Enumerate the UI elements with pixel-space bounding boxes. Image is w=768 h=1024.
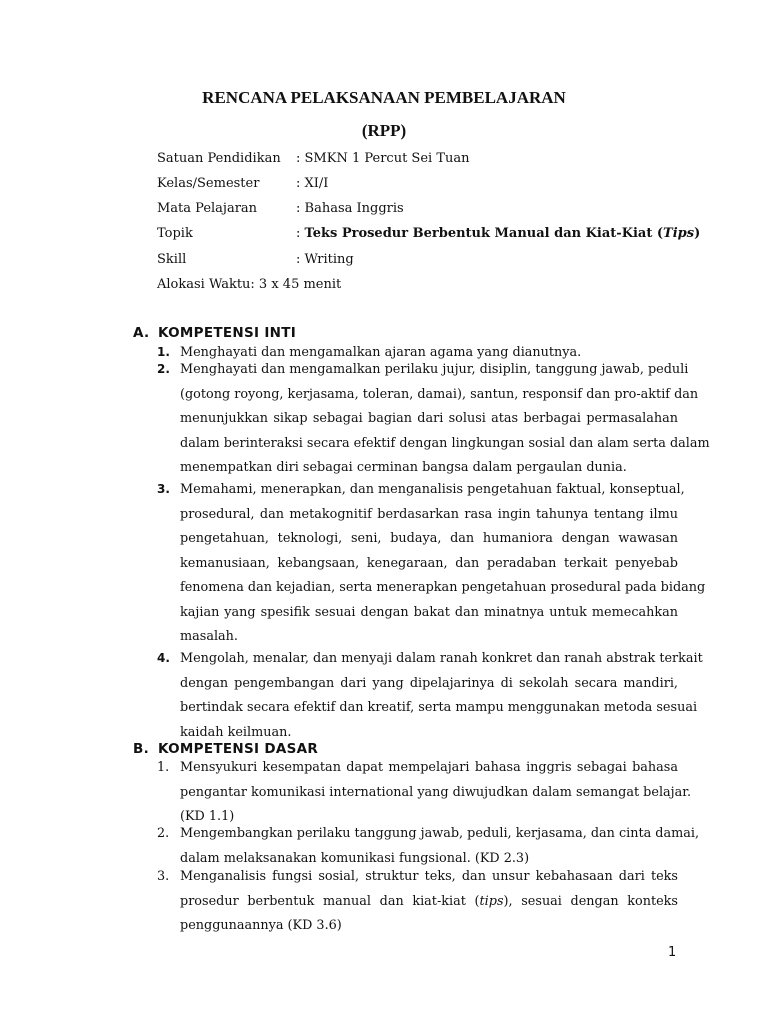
text-line: [180, 894, 678, 919]
text-line: kajian yang spesifik sesuai dengan bakat dan minatnya untuk memecahkan: [180, 604, 678, 620]
text-segment: ), sesuai dengan konteks: [503, 893, 678, 909]
text-line: Menghayati dan mengamalkan perilaku jujur, disiplin, tanggung jawab, peduli: [180, 362, 689, 377]
list-text: [180, 826, 700, 875]
document-subtitle: (RPP): [361, 121, 407, 140]
section-heading-kompetensi-dasar: [133, 741, 318, 757]
list-text: [180, 760, 692, 834]
text-line: Mengolah, menalar, dan menyaji dalam ranah konkret dan ranah abstrak terkait: [180, 651, 703, 666]
text-line: Mengembangkan perilaku tanggung jawab, peduli, kerjasama, dan cinta damai,: [180, 826, 700, 841]
section-letter: B.: [133, 741, 150, 757]
section-heading-kompetensi-inti: [133, 325, 296, 341]
text-line: (KD 1.1): [180, 809, 235, 824]
list-text: [180, 345, 678, 362]
list-number: 1.: [157, 345, 170, 359]
topik-italic: Tips: [663, 226, 695, 241]
text-line: dalam melaksanakan komunikasi fungsional. (KD 2.3): [180, 850, 530, 866]
list-number: 2.: [157, 826, 170, 841]
text-line: dengan pengembangan dari yang dipelajarinya di sekolah secara mandiri,: [180, 675, 678, 691]
section-title: KOMPETENSI DASAR: [158, 741, 319, 757]
text-line: prosedural, dan metakognitif berdasarkan rasa ingin tahunya tentang ilmu: [180, 506, 678, 522]
text-line: bertindak secara efektif dan kreatif, serta mampu menggunakan metoda sesuai: [180, 700, 698, 715]
text-line: Menghayati dan mengamalkan ajaran agama yang dianutnya.: [180, 345, 582, 360]
list-text: [180, 362, 710, 485]
info-value: : Bahasa Inggris: [296, 201, 404, 216]
text-line: (gotong royong, kerjasama, toleran, damai), santun, responsif dan pro-aktif dan: [180, 386, 699, 402]
text-line: menempatkan diri sebagai cerminan bangsa dalam pergaulan dunia.: [180, 460, 627, 475]
text-line: Menganalisis fungsi sosial, struktur teks, dan unsur kebahasaan dari teks: [180, 869, 678, 884]
list-number: 3.: [157, 482, 170, 496]
list-number: 3.: [157, 869, 170, 884]
text-line: pengantar komunikasi international yang diwujudkan dalam semangat belajar.: [180, 784, 692, 800]
text-line: fenomena dan kejadian, serta menerapkan pengetahuan prosedural pada bidang: [180, 580, 706, 595]
topik-prefix: :: [296, 226, 305, 241]
text-segment-italic: tips: [479, 893, 504, 909]
list-number: 4.: [157, 651, 170, 665]
text-line: kemanusiaan, kebangsaan, kenegaraan, dan peradaban terkait penyebab: [180, 555, 678, 571]
topik-main: Teks Prosedur Berbentuk Manual dan Kiat-Kiat (: [304, 226, 664, 241]
page-number: 1: [668, 945, 677, 960]
section-title: KOMPETENSI INTI: [158, 325, 297, 341]
text-line: Memahami, menerapkan, dan menganalisis pengetahuan faktual, konseptual,: [180, 482, 685, 497]
info-value: : Writing: [296, 252, 354, 267]
list-text: [180, 651, 703, 749]
info-label: Kelas/Semester: [157, 176, 260, 191]
text-line: dalam berinteraksi secara efektif dengan lingkungan sosial dan alam serta dalam: [180, 435, 710, 451]
info-value-topik: [296, 225, 700, 243]
alokasi-text: Alokasi Waktu: 3 x 45 menit: [157, 277, 342, 292]
info-value: : SMKN 1 Percut Sei Tuan: [296, 151, 470, 166]
text-line: masalah.: [180, 629, 238, 644]
section-letter: A.: [133, 325, 150, 341]
text-line: pengetahuan, teknologi, seni, budaya, dan humaniora dengan wawasan: [180, 531, 678, 546]
list-number: 1.: [157, 760, 170, 775]
text-line: menunjukkan sikap sebagai bagian dari solusi atas berbagai permasalahan: [180, 411, 678, 426]
info-label: Satuan Pendidikan: [157, 151, 281, 166]
text-segment: prosedur berbentuk manual dan kiat-kiat (: [180, 893, 480, 909]
document-title: RENCANA PELAKSANAAN PEMBELAJARAN: [202, 88, 566, 107]
info-label: Skill: [157, 252, 187, 267]
info-label: Topik: [157, 226, 193, 241]
list-number: 2.: [157, 362, 170, 376]
list-text: [180, 482, 706, 654]
list-text: [180, 869, 678, 943]
info-label: Mata Pelajaran: [157, 201, 258, 216]
topik-end: ): [694, 226, 701, 241]
text-line: Mensyukuri kesempatan dapat mempelajari bahasa inggris sebagai bahasa: [180, 760, 678, 775]
text-line: penggunaannya (KD 3.6): [180, 918, 342, 933]
text-line: kaidah keilmuan.: [180, 724, 292, 740]
info-value: : XI/I: [296, 176, 329, 191]
